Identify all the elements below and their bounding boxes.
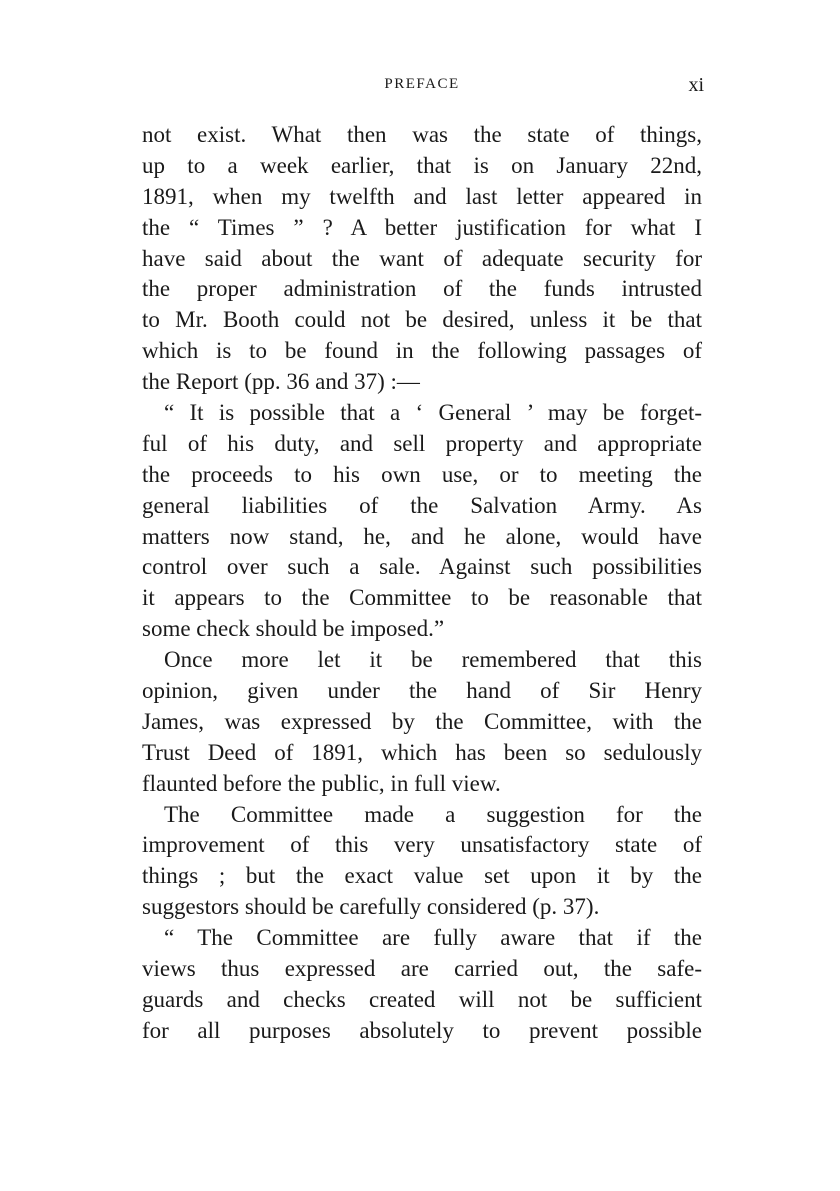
body-text (142, 120, 702, 1047)
text-line: the proper administration of the funds intrusted (142, 276, 702, 302)
text-line: have said about the want of adequate security for (142, 245, 702, 271)
text-line: flaunted before the public, in full view. (142, 770, 501, 796)
text-line: James, was expressed by the Committee, with the (142, 708, 702, 734)
text-line: Trust Deed of 1891, which has been so sedulously (142, 739, 702, 765)
text-line: the proceeds to his own use, or to meeting the (142, 461, 702, 487)
text-line: the Report (pp. 36 and 37) :— (142, 369, 420, 395)
text-line: not exist. What then was the state of things, (142, 122, 702, 147)
text-line: control over such a sale. Against such possibilities (142, 554, 702, 580)
text-line: general liabilities of the Salvation Army. As (142, 492, 702, 518)
text-line: Once more let it be remembered that this (164, 647, 702, 673)
text-line: for all purposes absolutely to prevent possible (142, 1017, 702, 1043)
text-line: “ The Committee are fully aware that if the (164, 925, 702, 951)
text-line: suggestors should be carefully considered (p. 37). (142, 894, 600, 920)
text-line: ful of his duty, and sell property and appropriate (142, 430, 702, 456)
text-line: improvement of this very unsatisfactory state of (142, 832, 702, 858)
running-title: PREFACE (384, 76, 460, 92)
text-line: opinion, given under the hand of Sir Henry (142, 678, 702, 704)
text-line: it appears to the Committee to be reasonable that (142, 585, 702, 611)
text-line: some check should be imposed.” (142, 616, 445, 642)
text-line: views thus expressed are carried out, the safe- (142, 956, 702, 982)
running-head (140, 76, 704, 98)
text-line: things ; but the exact value set upon it by the (142, 863, 702, 889)
text-line: 1891, when my twelfth and last letter appeared in (142, 183, 702, 209)
text-line: the “ Times ” ? A better justification for what I (142, 214, 702, 240)
page-number: xi (688, 74, 704, 96)
text-line: guards and checks created will not be sufficient (142, 986, 702, 1012)
text-line: which is to be found in the following passages of (142, 338, 702, 364)
text-line: The Committee made a suggestion for the (164, 801, 702, 827)
text-line: matters now stand, he, and he alone, would have (142, 523, 702, 549)
text-line: “ It is possible that a ‘ General ’ may be forget- (164, 400, 702, 426)
text-line: to Mr. Booth could not be desired, unless it be that (142, 307, 702, 333)
text-line: up to a week earlier, that is on January 22nd, (142, 152, 702, 178)
